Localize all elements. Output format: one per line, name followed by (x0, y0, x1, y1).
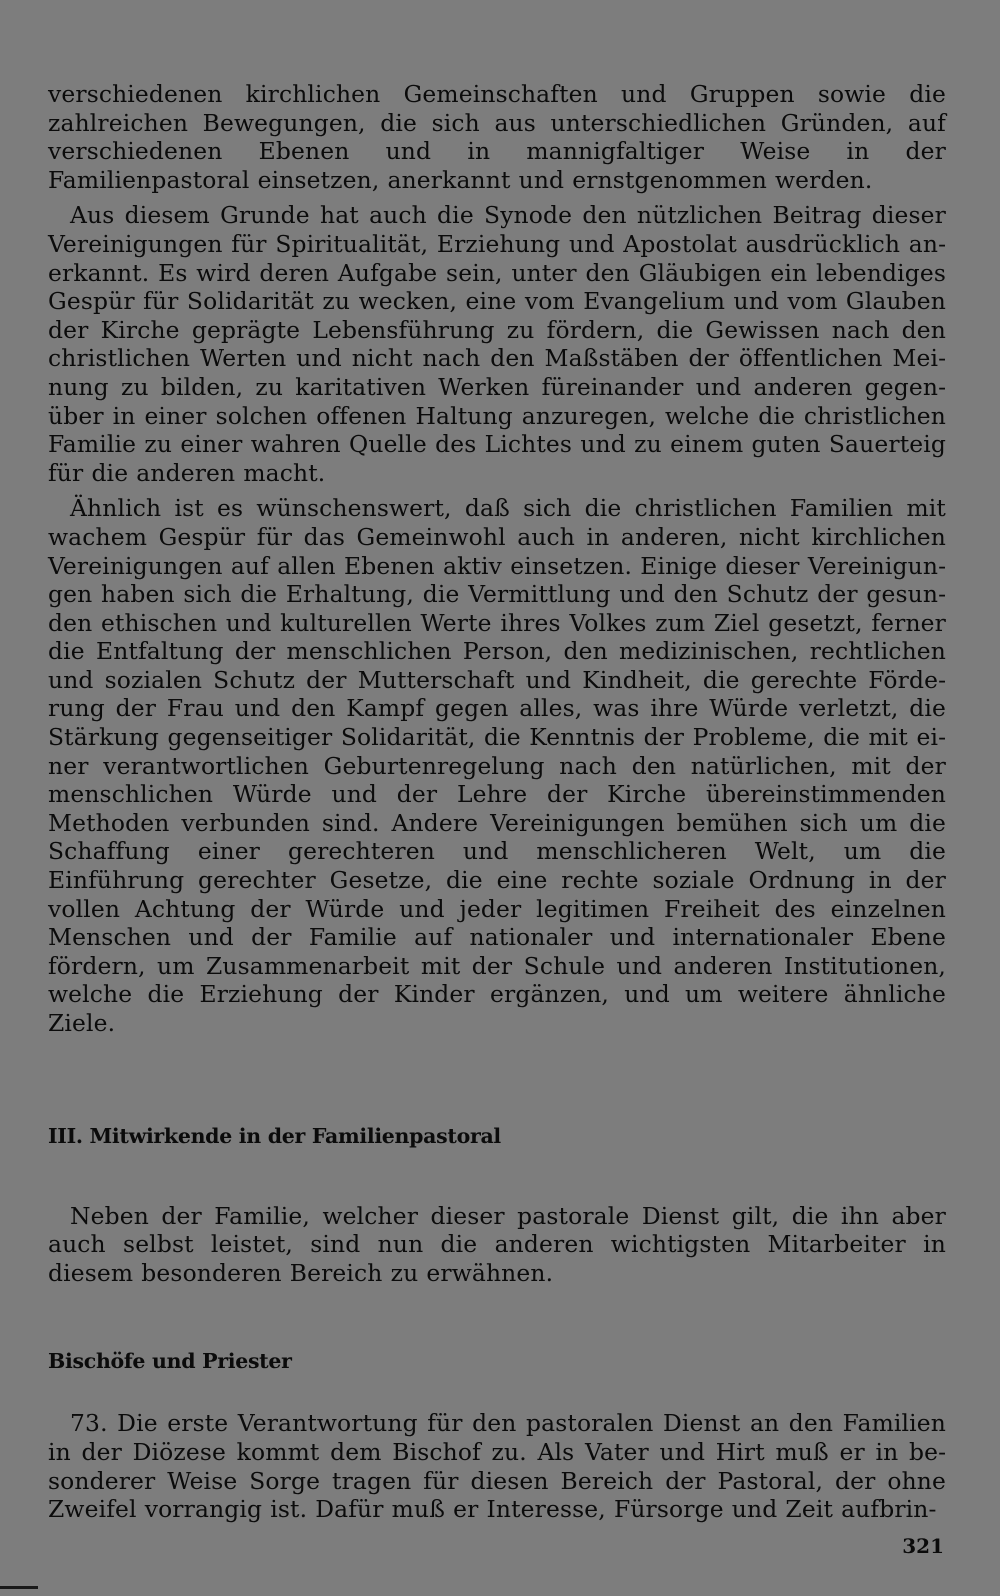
paragraph-mitarbeiter: Neben der Familie, welcher dieser pastorale Dienst gilt, die ihn aber auch selbst leistet, sind nun die anderen wichtigsten Mitarbeiter in diesem besonderen Bereich zu erwähnen. (48, 1201, 946, 1287)
paragraph-continuation: verschiedenen kirchlichen Gemeinschaften und Gruppen sowie die zahlreichen Bewegungen, die sich aus unterschiedlichen Gründen, auf verschiedenen Ebenen und in mannigfaltiger Weise in der Familienpastoral einsetzen, anerkannt und ernstgenommen werden. (48, 80, 946, 194)
page-edge-mark (0, 1586, 38, 1589)
paragraph-vereinigungen: Ähnlich ist es wünschenswert, daß sich die christlichen Familien mit wachem Gespür für das Gemeinwohl auch in anderen, nicht kirchlichen Vereinigungen auf allen Ebenen aktiv einsetzen. Einige dieser Vereinigungen haben sich die Erhaltung, die Vermittlung und den Schutz der gesunden ethischen und kulturellen Werte ihres Volkes zum Ziel gesetzt, ferner die Entfaltung der menschlichen Person, den medizinischen, rechtlichen und sozialen Schutz der Mutterschaft und Kindheit, die gerechte Förderung der Frau und den Kampf gegen alles, was ihre Würde verletzt, die Stärkung gegenseitiger Solidarität, die Kenntnis der Probleme, die mit einer verantwortlichen Geburtenregelung nach den natürlichen, mit der menschlichen Würde und der Lehre der Kirche übereinstimmenden Methoden verbunden sind. Andere Vereinigungen bemühen sich um die Schaffung einer gerechteren und menschlicheren Welt, um die Einführung gerechter Gesetze, die eine rechte soziale Ordnung in der vollen Achtung der Würde und jeder legitimen Freiheit des einzelnen Menschen und der Familie auf nationaler und internationaler Ebene fördern, um Zusammenarbeit mit der Schule und anderen Institutionen, welche die Erziehung der Kinder ergänzen, und um weitere ähnliche Ziele. (48, 494, 946, 1037)
page-number: 321 (902, 1534, 944, 1558)
paragraph-73: 73. Die erste Verantwortung für den pastoralen Dienst an den Familien in der Diözese kommt dem Bischof zu. Als Vater und Hirt muß er in besonderer Weise Sorge tragen für diesen Bereich der Pastoral, der ohne Zweifel vorrangig ist. Dafür muß er Interesse, Fürsorge und Zeit aufbrin- (48, 1409, 946, 1524)
page-body (48, 80, 946, 1524)
subsection-heading: Bischöfe und Priester (48, 1349, 292, 1374)
paragraph-synode: Aus diesem Grunde hat auch die Synode den nützlichen Beitrag dieser Vereinigungen für Spiritualität, Erziehung und Apostolat ausdrücklich anerkannt. Es wird deren Aufgabe sein, unter den Gläubigen ein lebendiges Gespür für Solidarität zu wecken, eine vom Evangelium und vom Glauben der Kirche geprägte Lebensführung zu fördern, die Gewissen nach den christlichen Werten und nicht nach den Maßstäben der öffentlichen Meinung zu bilden, zu karitativen Werken füreinander und anderen gegenüber in einer solchen offenen Haltung anzuregen, welche die christlichen Familie zu einer wahren Quelle des Lichtes und zu einem guten Sauerteig für die anderen macht. (48, 201, 946, 487)
section-heading: III. Mitwirkende in der Familienpastoral (48, 1123, 501, 1148)
